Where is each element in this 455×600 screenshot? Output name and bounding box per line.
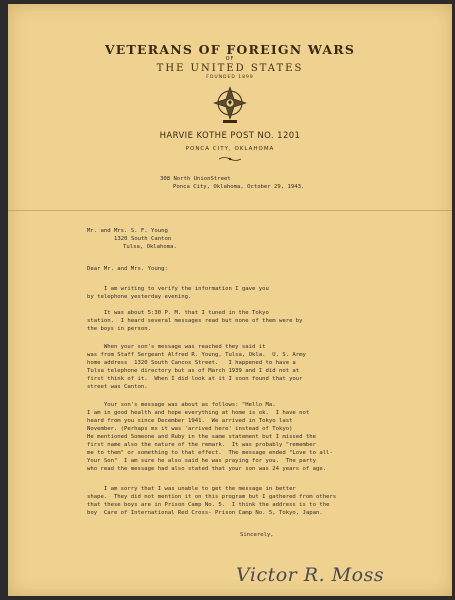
recipient-line: Tulsa, Oklahoma. xyxy=(123,244,177,250)
sender-address-line: 308 North UnionStreet xyxy=(160,176,231,182)
paragraph-line: Your Son" I am sure he also said he was praying for you. The party xyxy=(87,458,317,464)
founded-line: FOUNDED 1899 xyxy=(206,75,254,80)
paragraph-line: first name also the nature of the remark. It was probably "remember xyxy=(87,442,317,448)
paragraph-line: heard from you since December 1941. We arrived in Tokyo last xyxy=(87,418,293,424)
paragraph-line: first think of it. When I did look at it I soon found that your xyxy=(87,376,303,382)
organization-name: VETERANS OF FOREIGN WARS xyxy=(104,42,356,57)
recipient-line: Mr. and Mrs. S. F. Young xyxy=(87,228,168,234)
paragraph-line: the boys in person. xyxy=(87,326,151,332)
paragraph-line: When your son's message was reached they said it xyxy=(87,344,266,350)
paragraph-line: who read the message had also stated that your son was 24 years of age. xyxy=(87,466,327,472)
organization-country: THE UNITED STATES xyxy=(156,63,304,74)
paragraph-line: I am writing to verify the information I gave you xyxy=(87,286,269,292)
closing: Sincerely, xyxy=(240,532,274,538)
paragraph-line: I am sorry that I was unable to get the message in better xyxy=(87,486,296,492)
letter-page xyxy=(8,4,452,596)
paper-fold-line xyxy=(8,210,452,211)
organization-of: OF xyxy=(225,56,235,62)
paragraph-line: He mentioned Someone and Ruby in the same statement but I missed the xyxy=(87,434,317,440)
paragraph-line: Tulsa telephone directory but as of March 1939 and I did not at xyxy=(87,368,300,374)
paragraph-line: was from Staff Sergeant Alfred R. Young, Tulsa, Okla. U. S. Army xyxy=(87,352,306,358)
paragraph-line: November. (Perhaps mx it was 'arrived here' instead of Tokyo) xyxy=(87,426,293,432)
recipient-line: 1320 South Canton xyxy=(114,236,172,242)
paragraph-line: that these boys are in Prison Camp No. 5. I think the address is to the xyxy=(87,502,330,508)
paragraph-line: by telephone yesterday evening. xyxy=(87,294,192,300)
paragraph-line: home address 1320 South Cancos Street. I happened to have a xyxy=(87,360,296,366)
post-name: HARVIE KOTHE POST NO. 1201 xyxy=(159,131,301,141)
handwritten-signature: Victor R. Moss xyxy=(236,564,385,586)
paragraph-line: It was about 5:30 P. M. that I tuned in the Tokyo xyxy=(87,310,269,316)
post-city: PONCA CITY, OKLAHOMA xyxy=(185,146,275,152)
salutation: Dear Mr. and Mrs. Young: xyxy=(87,266,168,272)
paragraph-line: shape. They did not mention it on this program but I gathered from others xyxy=(87,494,337,500)
paragraph-line: street was Canton. xyxy=(87,384,148,390)
paragraph-line: boy Care of International Red Cross- Prison Camp No. 5, Tokyo, Japan. xyxy=(87,510,323,516)
paragraph-line: Your son's message was about as follows: "Hello Ma. xyxy=(87,402,276,408)
paragraph-line: I am in good health and hope everything at home is ok. I have not xyxy=(87,410,310,416)
sender-address-line: Ponca City, Oklahoma, October 29, 1943. xyxy=(173,184,305,190)
paragraph-line: station. I heard several messages read but none of them were by xyxy=(87,318,303,324)
vfw-cross-emblem-icon xyxy=(211,82,249,126)
paragraph-line: me to them" or something to that effect. The message ended "Love to all- xyxy=(87,450,333,456)
ornament-icon xyxy=(218,156,242,162)
